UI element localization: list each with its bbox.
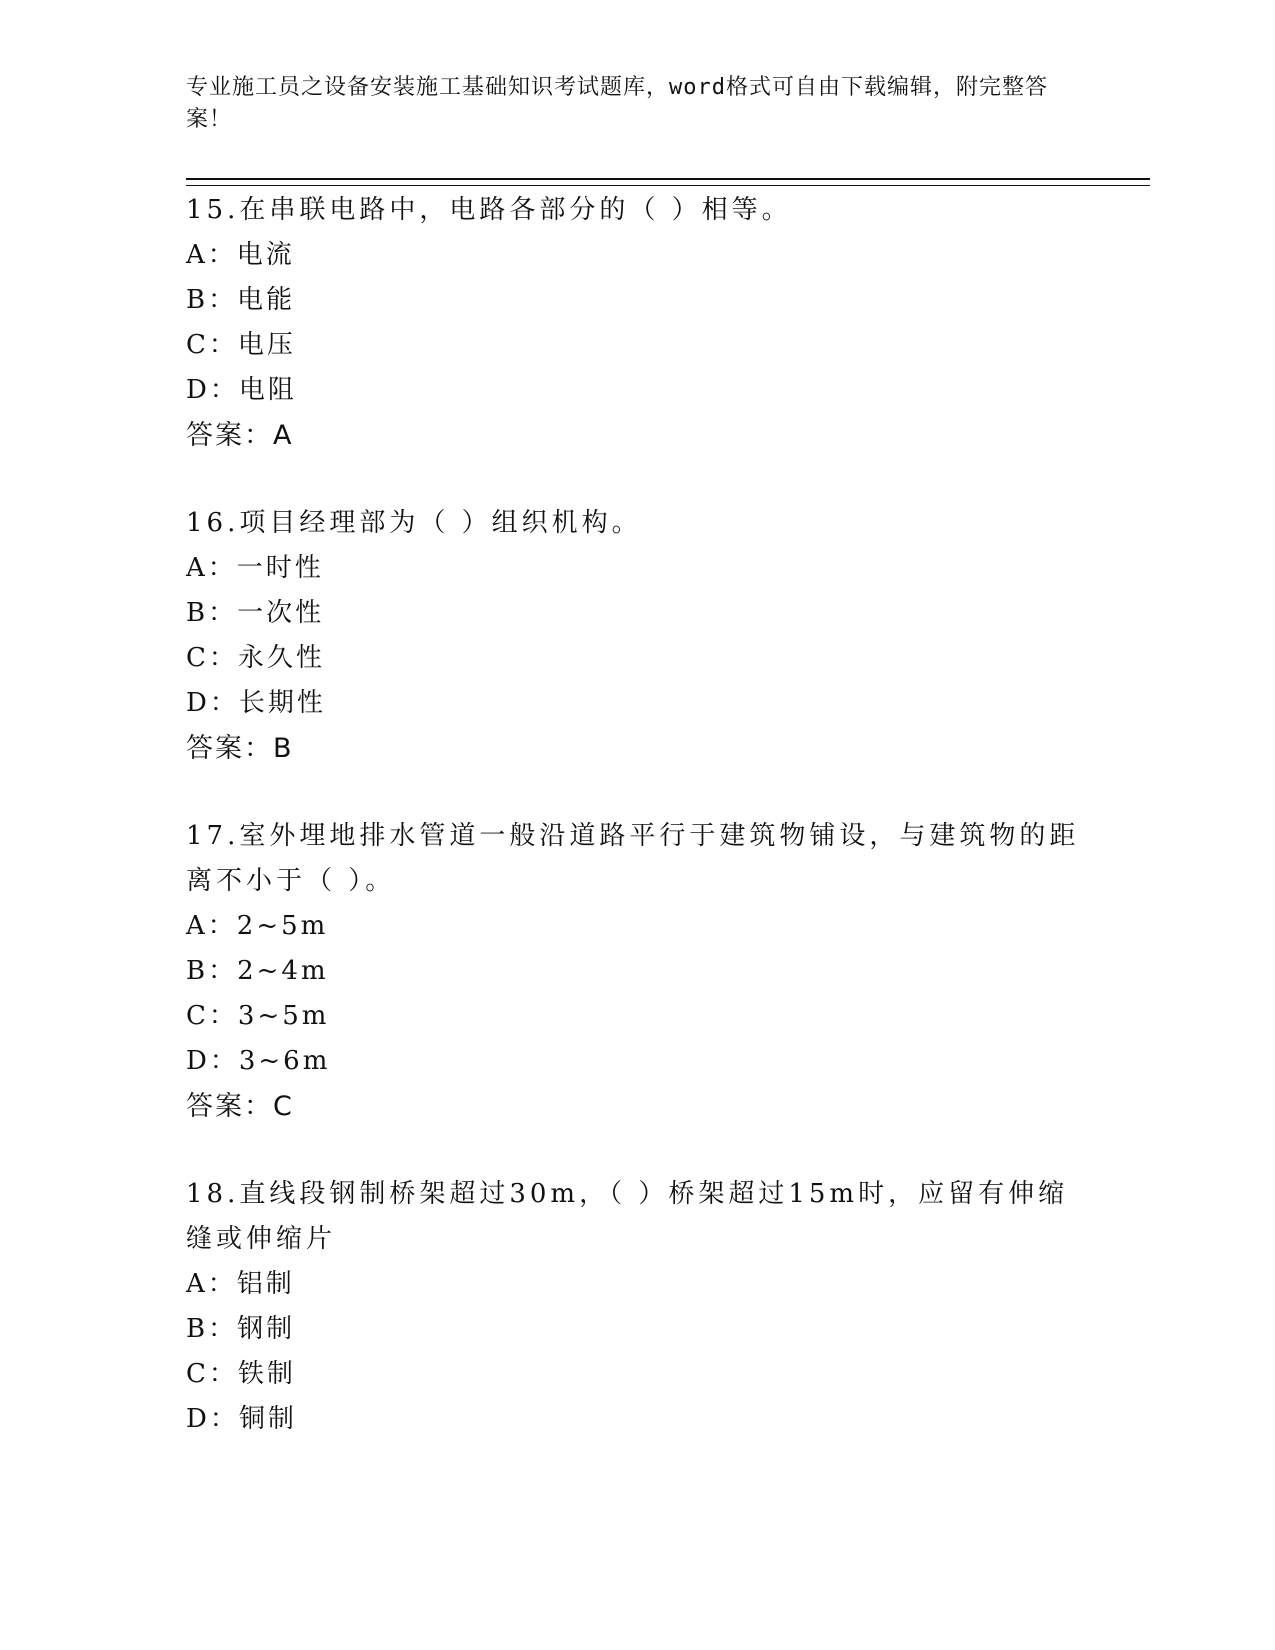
option-d: [186, 681, 1086, 726]
option-value: 铝制: [236, 1269, 295, 1299]
option-value: 永久性: [237, 643, 325, 673]
option-value: 电压: [237, 330, 296, 360]
option-key: C：: [186, 330, 238, 360]
question-text: 15.在串联电路中，电路各部分的（ ）相等。: [186, 195, 792, 225]
document-header: 专业施工员之设备安装施工基础知识考试题库，word格式可自由下载编辑，附完整答案！: [186, 75, 1048, 132]
option-value: 3~5m: [237, 1001, 330, 1031]
option-c: [186, 1352, 1086, 1397]
option-key: A：: [186, 1269, 237, 1299]
option-key: C：: [186, 643, 238, 673]
option-value: 2~5m: [236, 911, 329, 941]
option-key: D：: [186, 375, 239, 405]
option-a: [186, 1262, 1086, 1307]
question-15: [186, 188, 1086, 459]
option-key: A：: [186, 240, 237, 270]
option-key: D：: [186, 1404, 239, 1434]
question-text: 16.项目经理部为（ ）组织机构。: [186, 508, 642, 538]
option-value: 铁制: [237, 1359, 296, 1389]
option-value: 电能: [237, 285, 296, 315]
option-value: 一时性: [236, 553, 324, 583]
header-divider: [186, 178, 1150, 186]
option-a: [186, 904, 1086, 949]
option-value: 长期性: [238, 688, 326, 718]
option-b: [186, 949, 1086, 994]
option-key: B：: [186, 598, 238, 628]
question-text: 17.室外埋地排水管道一般沿道路平行于建筑物铺设，与建筑物的距离不小于（ ）。: [186, 821, 1080, 896]
option-d: [186, 1039, 1086, 1084]
option-value: 电流: [236, 240, 295, 270]
option-key: B：: [186, 1314, 238, 1344]
option-key: C：: [186, 1359, 238, 1389]
option-value: 2~4m: [237, 956, 329, 986]
question-list: [186, 188, 1086, 1484]
option-d: [186, 1397, 1086, 1442]
option-c: [186, 994, 1086, 1039]
option-value: 铜制: [238, 1404, 297, 1434]
option-b: [186, 591, 1086, 636]
question-18: [186, 1172, 1086, 1442]
question-text: 18.直线段钢制桥架超过30m，（ ）桥架超过15m时，应留有伸缩缝或伸缩片: [186, 1179, 1069, 1254]
answer-line: 答案：C: [186, 1091, 294, 1122]
option-value: 3~6m: [238, 1046, 331, 1076]
option-key: C：: [186, 1001, 238, 1031]
option-value: 电阻: [238, 375, 297, 405]
answer-line: 答案：B: [186, 733, 294, 764]
question-17: [186, 814, 1086, 1130]
option-b: [186, 1307, 1086, 1352]
option-key: B：: [186, 956, 238, 986]
answer-line: 答案：A: [186, 420, 294, 451]
question-16: [186, 501, 1086, 772]
option-key: B：: [186, 285, 238, 315]
option-d: [186, 368, 1086, 413]
option-a: [186, 546, 1086, 591]
option-key: A：: [186, 911, 237, 941]
option-value: 钢制: [237, 1314, 296, 1344]
option-key: A：: [186, 553, 237, 583]
option-a: [186, 233, 1086, 278]
option-value: 一次性: [237, 598, 325, 628]
option-b: [186, 278, 1086, 323]
option-c: [186, 636, 1086, 681]
option-key: D：: [186, 688, 239, 718]
option-c: [186, 323, 1086, 368]
option-key: D：: [186, 1046, 239, 1076]
